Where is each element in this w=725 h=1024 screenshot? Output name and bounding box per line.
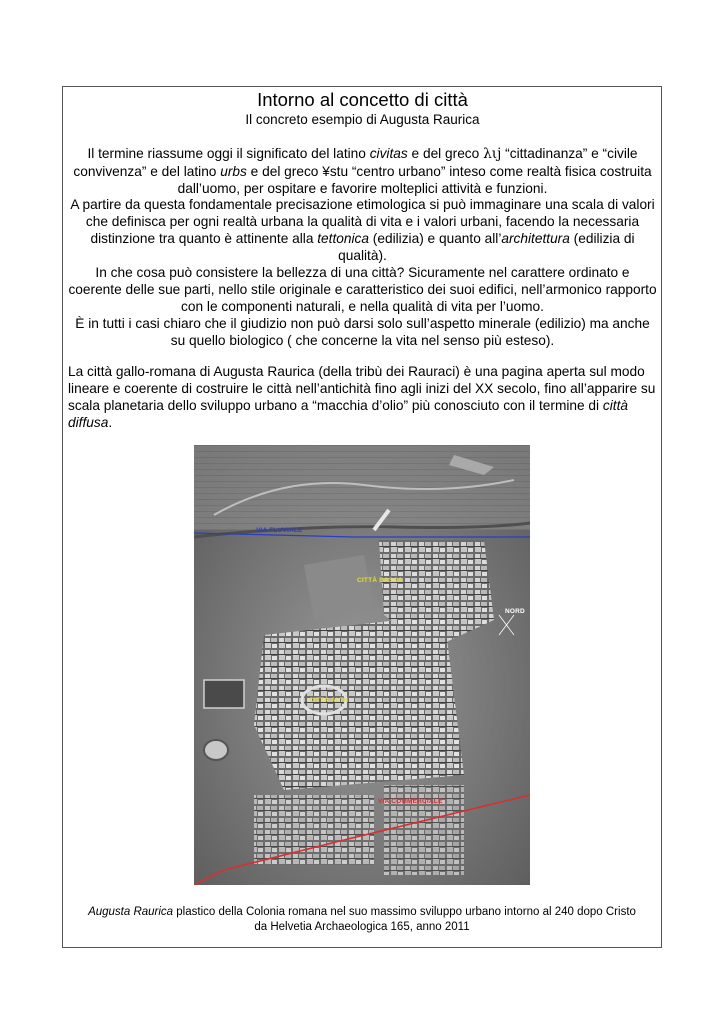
page-subtitle: Il concreto esempio di Augusta Raurica bbox=[245, 112, 480, 127]
paragraph-etymology: Il termine riassume oggi il significato del latino civitas e del greco λιj “cittadinanza” e “civile convivenza” e del latino urbs e del greco ¥stu “centro urbano” inteso come realtà fisica costruita dall’uomo, per ospitare e favorire molteplici attività e funzioni. bbox=[73, 146, 652, 196]
paragraph-judgement: È in tutti i casi chiaro che il giudizio non può darsi solo sull’aspetto minerale (edilizio) ma anche su quello biologico ( che concerne la vita nel senso più esteso). bbox=[75, 316, 650, 348]
paragraph-beauty: In che cosa può consistere la bellezza di una città? Sicuramente nel carattere ordinato e coerente delle sue parti, nello stile originale e caratteristico dei suoi edifici, nell’armonico rapporto con le componenti naturali, e nella qualità di vita per l’uomo. bbox=[68, 265, 657, 314]
citta-bassa-label: CITTÀ BASSA bbox=[357, 577, 403, 584]
page-title: Intorno al concetto di città bbox=[257, 89, 468, 110]
citta-alta-label: CITTÀ ALTA bbox=[309, 697, 349, 704]
via-fluviale-label: VIA FLUVIALE bbox=[256, 527, 303, 534]
photo-caption: Augusta Raurica plastico della Colonia romana nel suo massimo sviluppo urbano intorno al 240 dopo Cristo da Helvetia Archaeologica 165, anno 2011 bbox=[88, 906, 636, 933]
city-model-photo bbox=[194, 445, 530, 885]
paragraph-values: A partire da questa fondamentale precisazione etimologica si può immaginare una scala di valori che definisca per ogni realtà urbana la qualità di vita e i valori urbani, facendo la necessaria distinzione tra quanto è attinente alla tettonica (edilizia) e quanto all’architettura (edilizia di qualità). bbox=[70, 197, 655, 263]
nord-label: NORD bbox=[505, 608, 525, 615]
via-commerciale-label: VIA COMMERCIALE bbox=[378, 798, 443, 805]
paragraph-augusta-raurica: La città gallo-romana di Augusta Raurica (della tribù dei Rauraci) è una pagina aperta sul modo lineare e coerente di costruire le città nell’antichità fino agli inizi del XX secolo, fino all’apparire su scala planetaria dello sviluppo urbano a “macchia d’olio” più conosciuto con il termine di città diffusa. bbox=[68, 364, 656, 430]
